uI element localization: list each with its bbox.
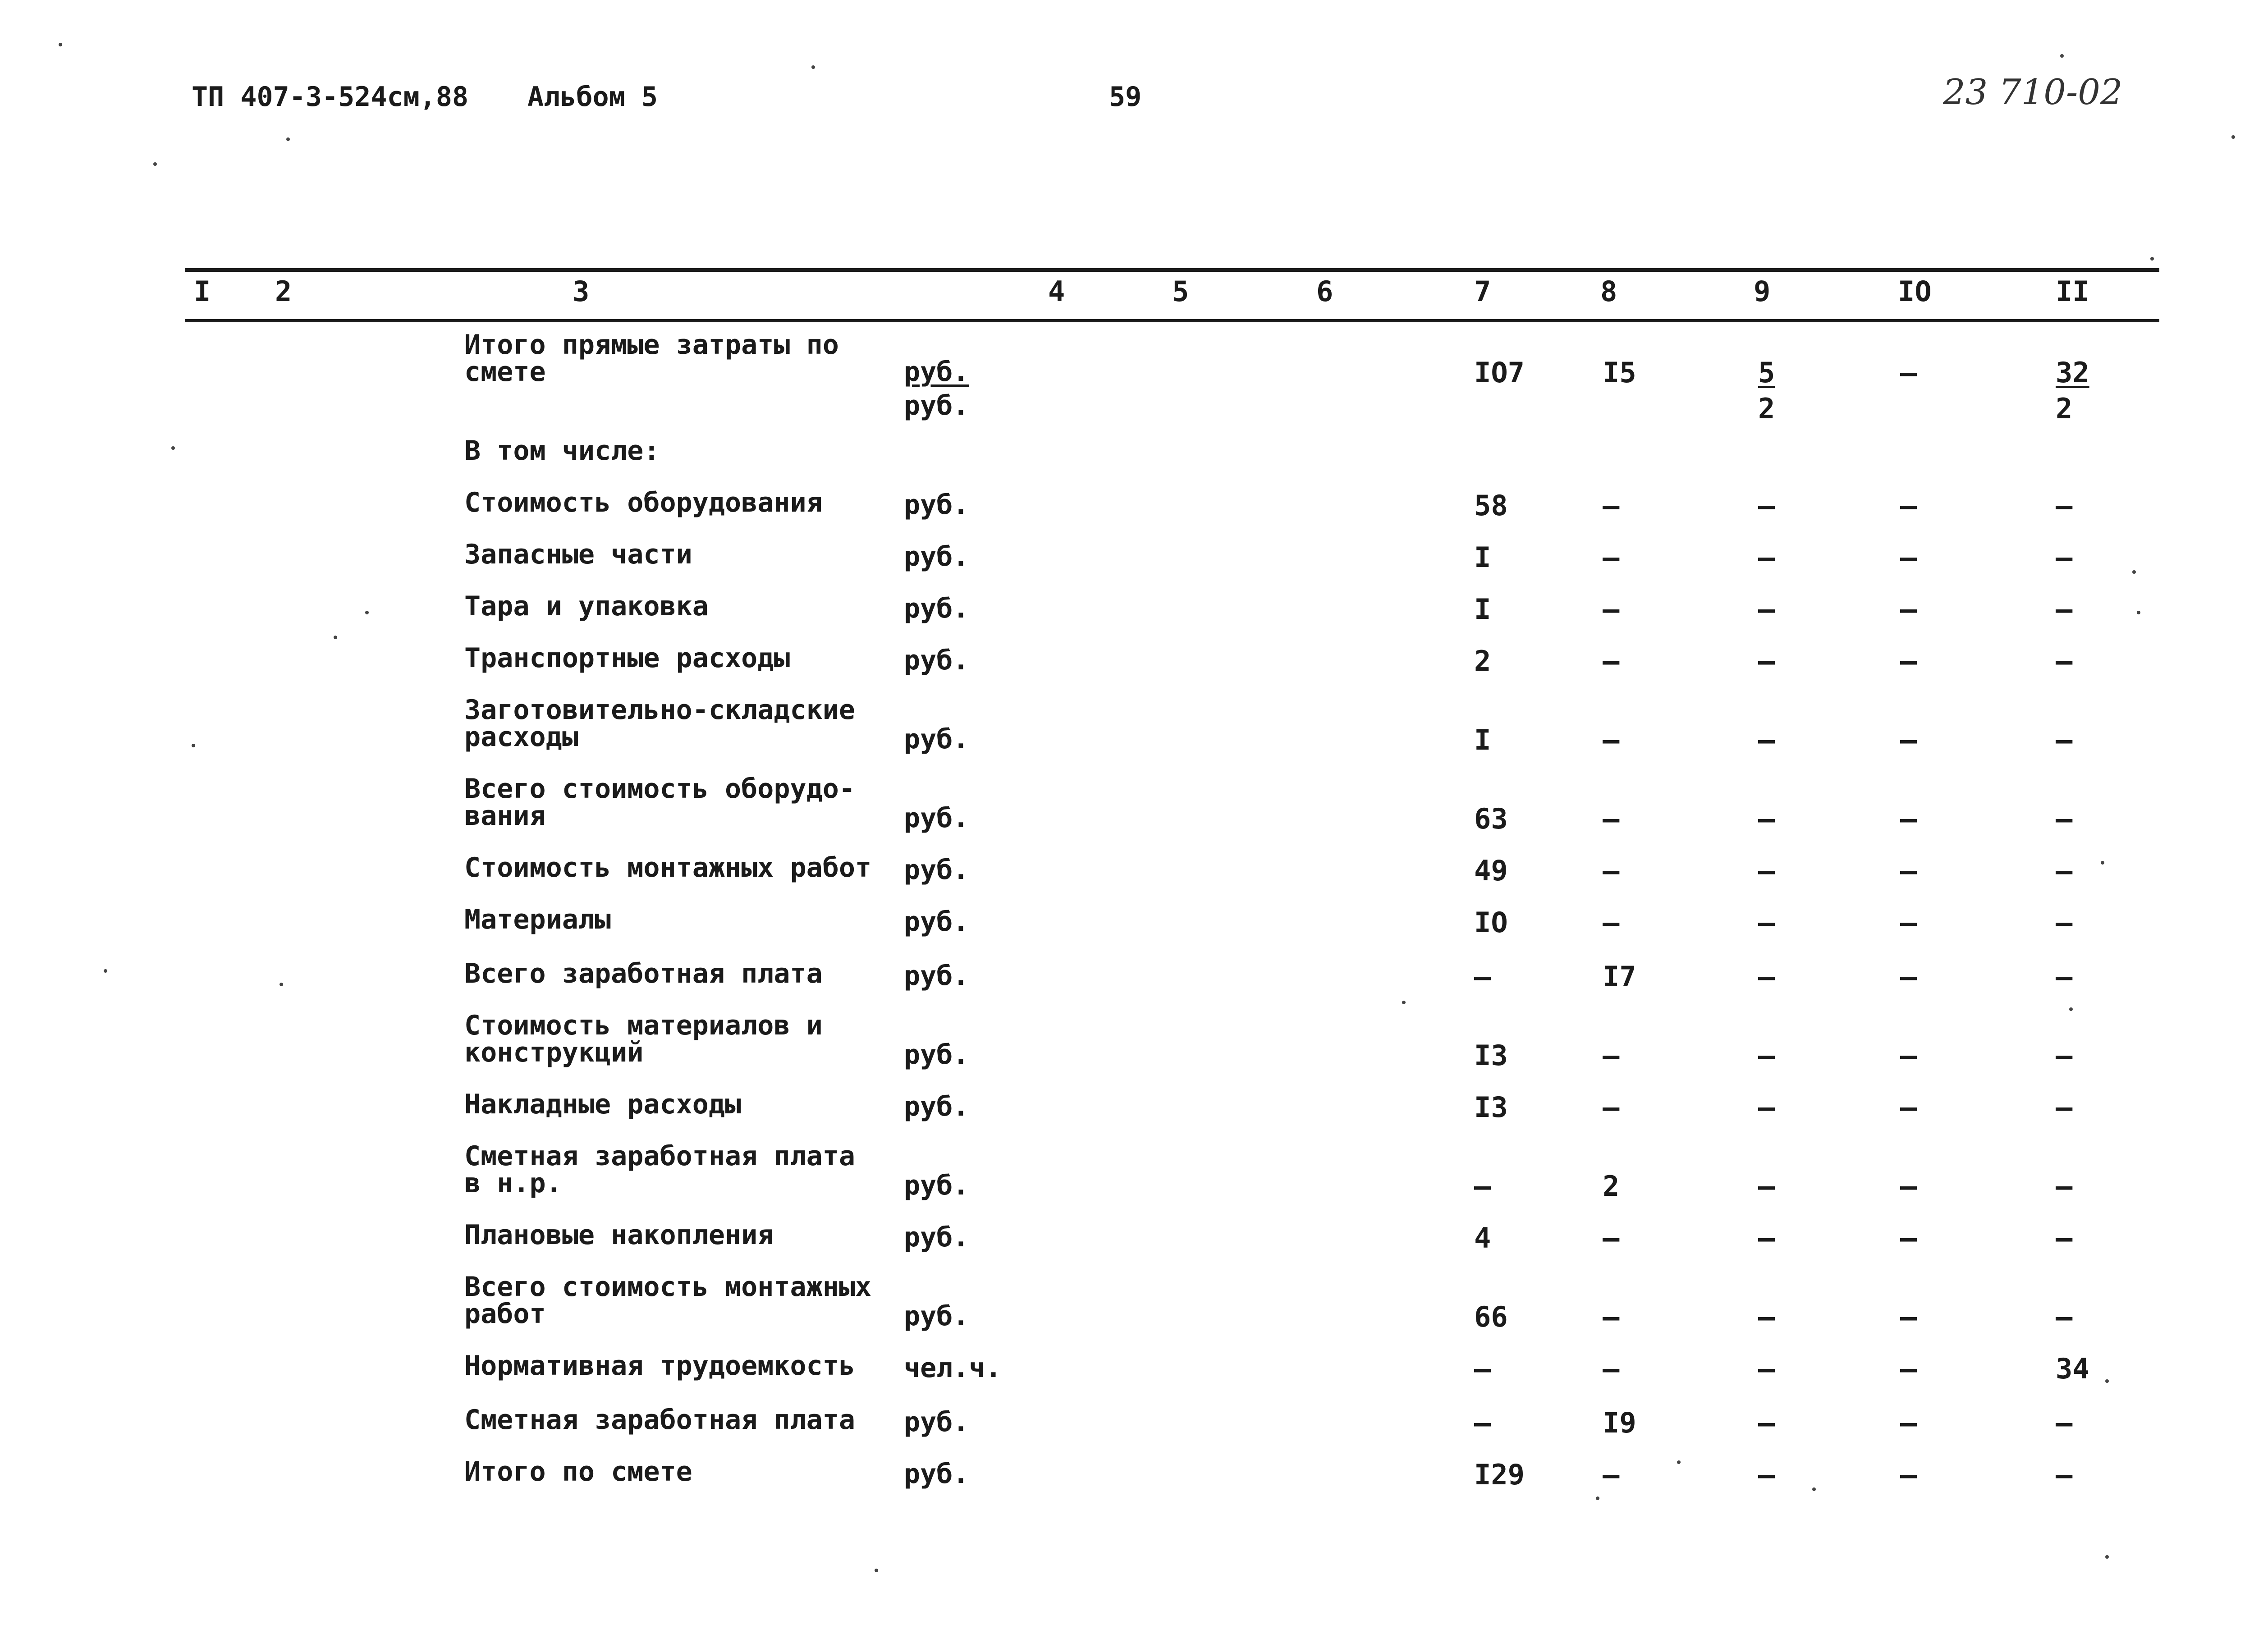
row-unit: руб. (904, 541, 969, 572)
row-unit: руб. (904, 854, 969, 886)
cell-col-9: – (1758, 723, 1775, 756)
column-header-1: I (194, 275, 211, 308)
cell-col-8: – (1603, 645, 1620, 677)
row-unit: руб. (904, 645, 969, 676)
cell-col-7: I3 (1474, 1039, 1508, 1072)
row-unit: руб. (904, 1039, 969, 1071)
cell-col-11: – (2056, 854, 2073, 887)
row-unit: руб. (904, 906, 969, 938)
cell-col-10: – (1900, 593, 1917, 626)
column-header-11: II (2056, 275, 2089, 308)
row-description: Стоимость монтажных работ (464, 852, 872, 883)
cell-col-8: I9 (1603, 1406, 1636, 1439)
cell-col-9: – (1758, 489, 1775, 522)
cell-col-11: – (2056, 645, 2073, 677)
cell-col-11: – (2056, 1458, 2073, 1491)
cell-col-7: – (1474, 960, 1491, 993)
cell-col-10: – (1900, 1170, 1917, 1203)
cell-col-7: I (1474, 593, 1491, 626)
cell-col-10: – (1900, 960, 1917, 993)
row-unit: руб. (904, 1406, 969, 1438)
column-header-9: 9 (1754, 275, 1771, 308)
row-description: Стоимость материалов и конструкций (464, 1010, 823, 1068)
cell-col-10: – (1900, 645, 1917, 677)
row-unit: руб. (904, 1300, 969, 1332)
cell-col-9: – (1758, 593, 1775, 626)
cell-col-10: – (1900, 356, 1917, 389)
column-header-5: 5 (1172, 275, 1189, 308)
row-description: Сметная заработная плата (464, 1404, 855, 1436)
cell-col-9: – (1758, 854, 1775, 887)
cell-col-8: – (1603, 1352, 1620, 1385)
cell-col-8: I5 (1603, 356, 1636, 389)
cell-col-10: – (1900, 1352, 1917, 1385)
cell-col-9: – (1758, 1091, 1775, 1124)
cell-col-7: 4 (1474, 1222, 1491, 1254)
cell-col-11: – (2056, 960, 2073, 993)
row-description: Всего заработная плата (464, 958, 823, 989)
cell-col-7: 49 (1474, 854, 1508, 887)
cell-col-8: I7 (1603, 960, 1636, 993)
row-description: Итого по смете (464, 1456, 692, 1487)
cell-col-7: 2 (1474, 645, 1491, 677)
cell-col-9: – (1758, 1352, 1775, 1385)
cell-col-11: 32 (2056, 356, 2089, 389)
row-description: Транспортные расходы (464, 642, 790, 674)
row-unit: чел.ч. (904, 1352, 1002, 1384)
column-header-10: IO (1898, 275, 1932, 308)
cell-col-8: – (1603, 593, 1620, 626)
cell-col-9: – (1758, 645, 1775, 677)
cell-col-11: 34 (2056, 1352, 2089, 1385)
column-header-2: 2 (275, 275, 292, 308)
cell-col-11: – (2056, 1222, 2073, 1254)
cell-col-8: – (1603, 1039, 1620, 1072)
cell-col-10: – (1900, 1300, 1917, 1333)
row-description: Тара и упаковка (464, 590, 709, 622)
row-unit: руб. (904, 802, 969, 834)
cell-col-11-secondary: 2 (2056, 392, 2073, 425)
cell-col-7: I (1474, 541, 1491, 574)
row-unit: руб. (904, 1222, 969, 1253)
cell-col-11: – (2056, 1170, 2073, 1203)
row-unit: руб. (904, 593, 969, 624)
cell-col-11: – (2056, 802, 2073, 835)
row-unit: руб. (904, 1458, 969, 1490)
cell-col-9: – (1758, 906, 1775, 939)
cell-col-7: IO (1474, 906, 1508, 939)
row-unit-secondary: руб. (904, 390, 969, 421)
cell-col-10: – (1900, 906, 1917, 939)
cell-col-7: I29 (1474, 1458, 1525, 1491)
doc-code: ТП 407-3-524см,88 (192, 81, 469, 113)
cell-col-11: – (2056, 593, 2073, 626)
cell-col-7: 63 (1474, 802, 1508, 835)
cell-col-9: – (1758, 541, 1775, 574)
column-header-4: 4 (1048, 275, 1065, 308)
subheading-including: В том числе: (464, 435, 660, 467)
cell-col-7: I3 (1474, 1091, 1508, 1124)
cell-col-8: – (1603, 802, 1620, 835)
cell-col-11: – (2056, 1091, 2073, 1124)
cell-col-9: – (1758, 1170, 1775, 1203)
row-description: Накладные расходы (464, 1089, 742, 1120)
table-header-rule (185, 319, 2159, 322)
cell-col-10: – (1900, 1222, 1917, 1254)
inventory-number: 23 710-02 (1943, 72, 2123, 113)
cell-col-8: – (1603, 1091, 1620, 1124)
cell-col-11: – (2056, 1300, 2073, 1333)
row-description: Всего стоимость оборудо- вания (464, 773, 855, 832)
cell-col-10: – (1900, 1039, 1917, 1072)
cell-col-8: – (1603, 489, 1620, 522)
cell-col-10: – (1900, 489, 1917, 522)
cell-col-8: – (1603, 906, 1620, 939)
cell-col-9: – (1758, 1406, 1775, 1439)
cell-col-7: – (1474, 1406, 1491, 1439)
cell-col-7: I (1474, 723, 1491, 756)
cell-col-11: – (2056, 541, 2073, 574)
cell-col-9: – (1758, 1458, 1775, 1491)
album-label: Альбом 5 (527, 81, 658, 113)
cell-col-11: – (2056, 906, 2073, 939)
cell-col-8: – (1603, 854, 1620, 887)
row-description: Плановые накопления (464, 1219, 774, 1251)
cell-col-10: – (1900, 1406, 1917, 1439)
row-description: Всего стоимость монтажных работ (464, 1271, 872, 1330)
row-unit: руб. (904, 1170, 969, 1201)
column-header-3: 3 (573, 275, 590, 308)
row-unit: руб. (904, 356, 969, 388)
cell-col-11: – (2056, 1039, 2073, 1072)
row-description: Запасные части (464, 539, 692, 570)
row-unit: руб. (904, 960, 969, 992)
cell-col-11: – (2056, 1406, 2073, 1439)
row-description: Итого прямые затраты по смете (464, 329, 839, 388)
cell-col-9: – (1758, 1222, 1775, 1254)
cell-col-8: – (1603, 723, 1620, 756)
row-unit: руб. (904, 489, 969, 521)
cell-col-8: – (1603, 1300, 1620, 1333)
cell-col-7: – (1474, 1352, 1491, 1385)
page-number: 59 (1109, 81, 1142, 113)
row-description: Стоимость оборудования (464, 487, 823, 518)
column-header-8: 8 (1600, 275, 1617, 308)
cell-col-10: – (1900, 1091, 1917, 1124)
cell-col-10: – (1900, 541, 1917, 574)
cell-col-8: – (1603, 1458, 1620, 1491)
cell-col-9: – (1758, 1300, 1775, 1333)
cell-col-8: 2 (1603, 1170, 1620, 1203)
cell-col-9: 5 (1758, 356, 1775, 389)
cell-col-10: – (1900, 723, 1917, 756)
column-header-6: 6 (1316, 275, 1333, 308)
cell-col-7: IO7 (1474, 356, 1525, 389)
cell-col-11: – (2056, 489, 2073, 522)
cell-col-10: – (1900, 1458, 1917, 1491)
row-unit: руб. (904, 723, 969, 755)
cell-col-9: – (1758, 802, 1775, 835)
row-description: Сметная заработная плата в н.р. (464, 1140, 855, 1199)
column-header-7: 7 (1474, 275, 1491, 308)
cell-col-10: – (1900, 854, 1917, 887)
cell-col-8: – (1603, 1222, 1620, 1254)
cell-col-9: – (1758, 1039, 1775, 1072)
cell-col-7: 66 (1474, 1300, 1508, 1333)
table-top-rule (185, 268, 2159, 272)
cell-col-9: – (1758, 960, 1775, 993)
row-description: Заготовительно-складские расходы (464, 694, 855, 753)
cell-col-8: – (1603, 541, 1620, 574)
cell-col-7: – (1474, 1170, 1491, 1203)
cell-col-10: – (1900, 802, 1917, 835)
cell-col-7: 58 (1474, 489, 1508, 522)
row-description: Нормативная трудоемкость (464, 1350, 855, 1382)
cell-col-11: – (2056, 723, 2073, 756)
row-description: Материалы (464, 904, 611, 935)
row-unit: руб. (904, 1091, 969, 1122)
cell-col-9-secondary: 2 (1758, 392, 1775, 425)
